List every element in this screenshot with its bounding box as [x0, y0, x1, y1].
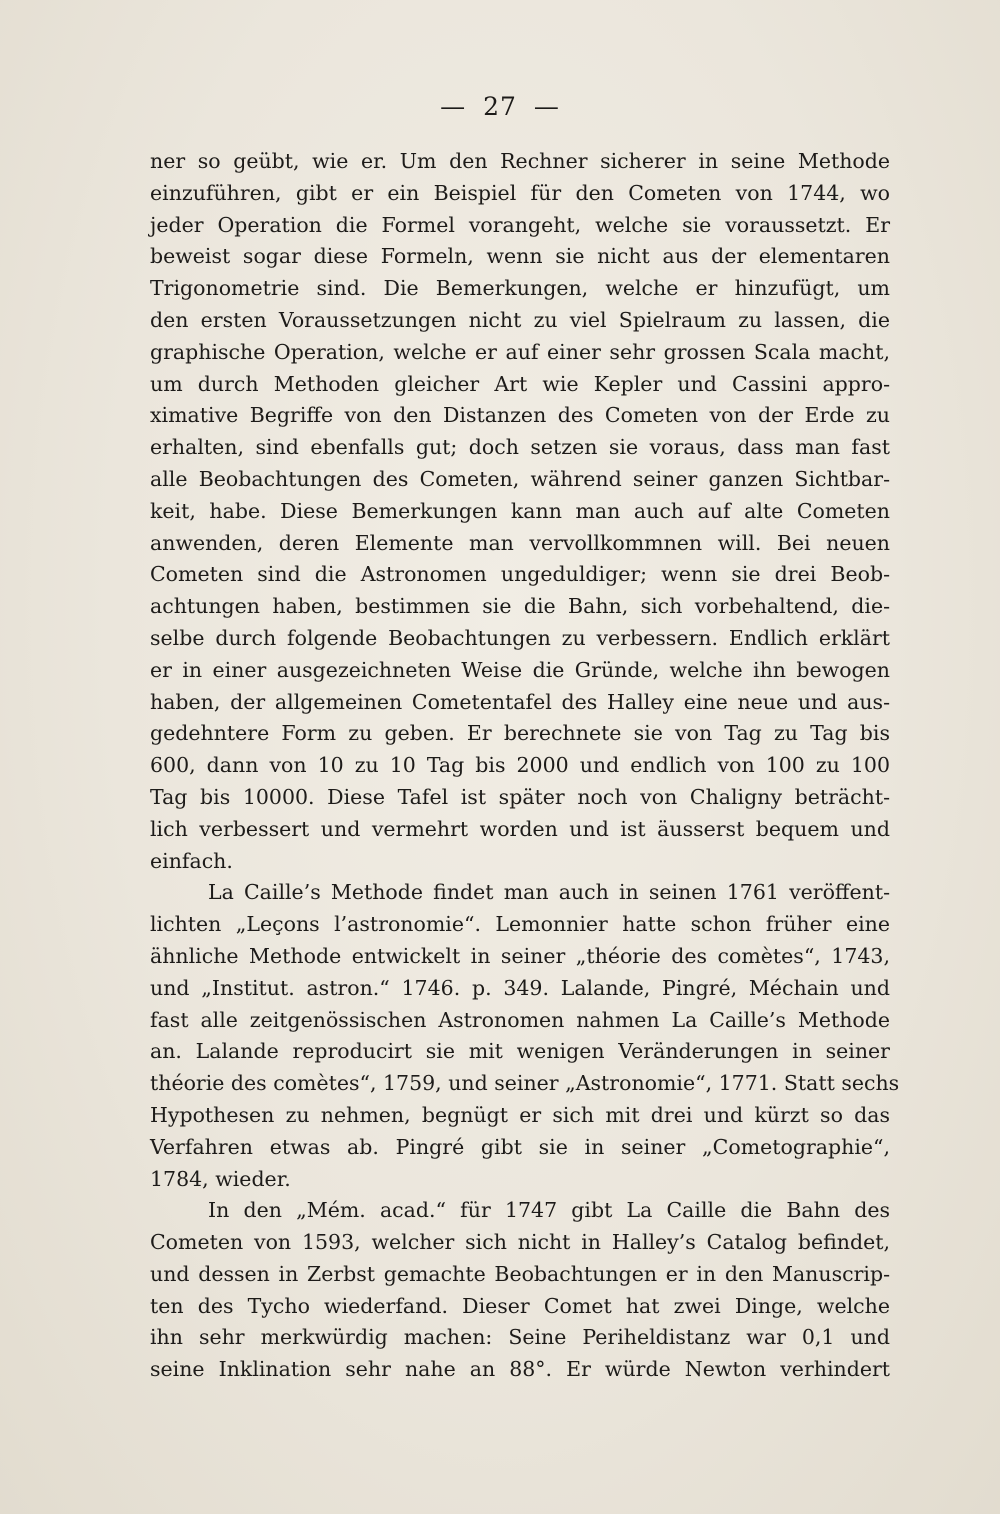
text-line: an. Lalande reproducirt sie mit wenigen Veränderungen in seiner [150, 1039, 890, 1064]
text-line: gedehntere Form zu geben. Er berechnete sie von Tag zu Tag bis [150, 721, 890, 746]
text-line: In den „Mém. acad.“ für 1747 gibt La Caille die Bahn des [208, 1198, 890, 1223]
body-text [150, 146, 900, 1386]
text-line: achtungen haben, bestimmen sie die Bahn, sich vorbehaltend, die- [150, 594, 890, 619]
text-line: La Caille’s Methode findet man auch in seinen 1761 veröffent- [208, 880, 890, 905]
text-line: alle Beobachtungen des Cometen, während seiner ganzen Sichtbar- [150, 466, 890, 491]
text-line: und „Institut. astron.“ 1746. p. 349. Lalande, Pingré, Méchain und [150, 975, 890, 1000]
text-line: haben, der allgemeinen Cometentafel des Halley eine neue und aus- [150, 689, 890, 714]
text-line: Trigonometrie sind. Die Bemerkungen, welche er hinzufügt, um [150, 276, 890, 301]
text-line: 600, dann von 10 zu 10 Tag bis 2000 und endlich von 100 zu 100 [150, 753, 890, 778]
text-line: anwenden, deren Elemente man vervollkommnen will. Bei neuen [150, 530, 890, 555]
text-line: um durch Methoden gleicher Art wie Kepler und Cassini appro- [150, 371, 890, 396]
text-line: ximative Begriffe von den Distanzen des Cometen von der Erde zu [150, 403, 890, 428]
text-line: ihn sehr merkwürdig machen: Seine Periheldistanz war 0,1 und [150, 1325, 890, 1350]
text-line: lichten „Leçons l’astronomie“. Lemonnier hatte schon früher eine [150, 912, 890, 937]
text-line: Verfahren etwas ab. Pingré gibt sie in seiner „Cometographie“, [150, 1134, 890, 1159]
text-line: er in einer ausgezeichneten Weise die Gründe, welche ihn bewogen [150, 657, 890, 682]
text-line: den ersten Voraussetzungen nicht zu viel Spielraum zu lassen, die [150, 307, 890, 332]
text-line: 1784, wieder. [150, 1166, 291, 1191]
text-line: ähnliche Methode entwickelt in seiner „théorie des comètes“, 1743, [150, 943, 890, 968]
text-line: ner so geübt, wie er. Um den Rechner sicherer in seine Methode [150, 149, 890, 173]
text-line: seine Inklination sehr nahe an 88°. Er würde Newton verhindert [150, 1357, 890, 1382]
text-line: Tag bis 10000. Diese Tafel ist später noch von Chaligny beträcht- [150, 784, 890, 809]
text-line: erhalten, sind ebenfalls gut; doch setzen sie voraus, dass man fast [150, 435, 890, 460]
text-line: keit, habe. Diese Bemerkungen kann man auch auf alte Cometen [150, 498, 890, 523]
text-line: Cometen von 1593, welcher sich nicht in Halley’s Catalog befindet, [150, 1230, 890, 1255]
text-line: und dessen in Zerbst gemachte Beobachtungen er in den Manuscrip- [150, 1261, 890, 1286]
text-line: Cometen sind die Astronomen ungeduldiger; wenn sie drei Beob- [150, 562, 890, 587]
text-line: einzuführen, gibt er ein Beispiel für den Cometen von 1744, wo [150, 180, 890, 205]
text-line: théorie des comètes“, 1759, und seiner „Astronomie“, 1771. Statt sechs [150, 1071, 900, 1096]
text-line: beweist sogar diese Formeln, wenn sie nicht aus der elementaren [150, 244, 890, 269]
text-line: fast alle zeitgenössischen Astronomen nahmen La Caille’s Methode [150, 1007, 890, 1032]
text-line: selbe durch folgende Beobachtungen zu verbessern. Endlich erklärt [150, 625, 890, 650]
text-line: jeder Operation die Formel vorangeht, welche sie voraussetzt. Er [150, 212, 890, 237]
text-line: Hypothesen zu nehmen, begnügt er sich mit drei und kürzt so das [150, 1102, 890, 1127]
page-number: — 27 — [440, 92, 560, 121]
text-line: graphische Operation, welche er auf einer sehr grossen Scala macht, [150, 339, 890, 364]
text-line: einfach. [150, 848, 233, 873]
text-line: ten des Tycho wiederfand. Dieser Comet hat zwei Dinge, welche [150, 1293, 890, 1318]
text-line: lich verbessert und vermehrt worden und ist äusserst bequem und [150, 816, 890, 841]
